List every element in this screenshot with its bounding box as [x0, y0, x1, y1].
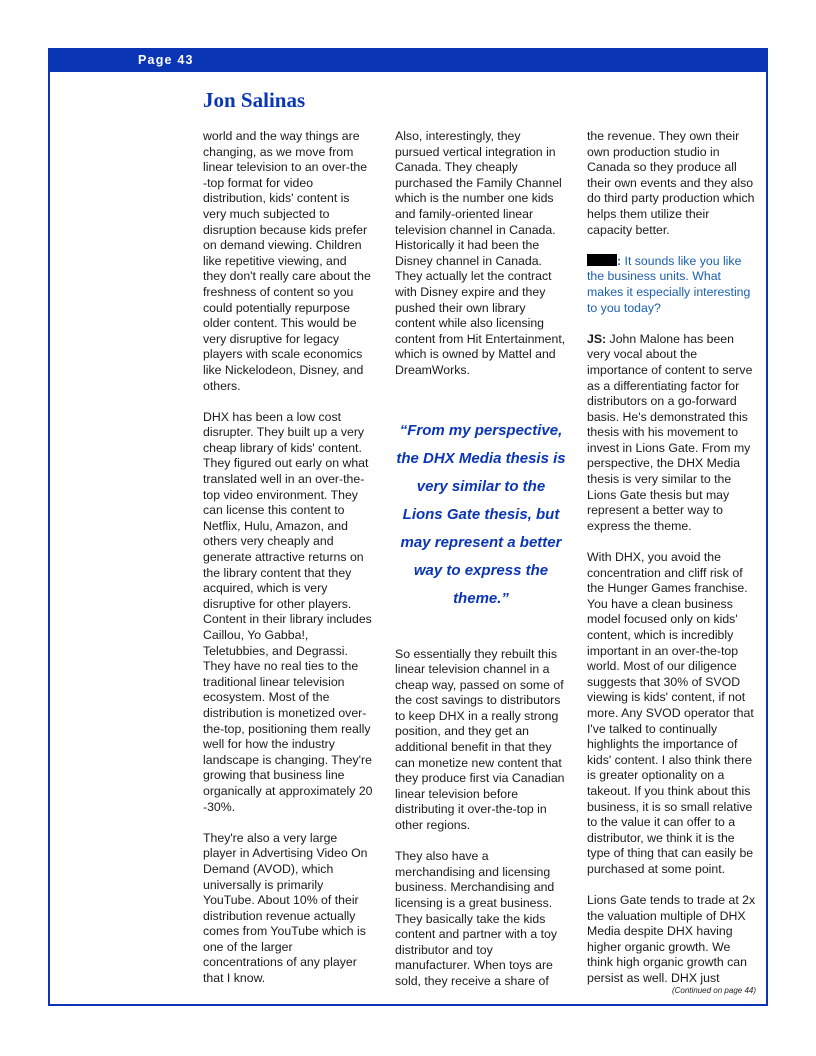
- continued-note: (Continued on page 44): [671, 986, 756, 995]
- paragraph: Also, interestingly, they pursued vertical integration in Canada. They cheaply purchased the Family Channel which is the number one kids and family-oriented linear television channel in Canada. Historically it had been the Disney channel in Canada. They actually let the contract with Disney expire and they pushed their own library content while also licensing content from Hit Entertainment, which is owned by Mattel and DreamWorks.: [395, 129, 566, 377]
- author-heading: Jon Salinas: [203, 88, 306, 112]
- answer-paragraph: [587, 332, 757, 535]
- paragraph: world and the way things are changing, as we move from linear television to an over-the -top format for video distribution, kids' content is very much subjected to disruption because kids prefer on demand viewing. Children like repetitive viewing, and they don't really care about the freshness of content so you could potentially repurpose older content. This would be very disruptive for legacy players with scale economics like Nickelodeon, Disney, and others.: [203, 129, 371, 393]
- paragraph: So essentially they rebuilt this linear television channel in a cheap way, passed on some of the cost savings to distributors to keep DHX in a really strong position, and they get an additional benefit in that they can monetize new content that they produce first via Canadian linear television before distributing it over-the-top in other regions.: [395, 646, 565, 833]
- interviewer-question: [587, 254, 757, 316]
- question-colon: :: [617, 253, 622, 268]
- column-1: [203, 129, 373, 1002]
- paragraph: They're also a very large player in Advertising Video On Demand (AVOD), which universally is primarily YouTube. About 10% of their distribution revenue actually comes from YouTube which is one of the larger concentrations of any player that I know.: [203, 830, 368, 986]
- paragraph: With DHX, you avoid the concentration and cliff risk of the Hunger Games franchise. You have a clean business model focused only on kids' content, which is incredibly important in an over-the-top world. Most of our diligence suggests that 30% of SVOD viewing is kids' content, if not more. Any SVOD operator that I've talked to continually highlights the importance of kids' content. I also think there is greater optionality on a takeout. If you think about this business, it is so small relative to the value it can offer to a distributor, we think it is the type of thing that can easily be purchased at some point.: [587, 550, 754, 876]
- redacted-name: [587, 254, 617, 266]
- pull-quote: “From my perspective, the DHX Media thesis is very similar to the Lions Gate thesis, but may represent a better way to express the theme.”: [396, 421, 566, 607]
- question-text: It sounds like you like the business units. What makes it especially interesting to you today?: [587, 253, 751, 315]
- answer-text: John Malone has been very vocal about the importance of content to serve as a differentiating factor for distributors on a go-forward basis. He's demonstrated this thesis with his movement to invest in Lions Gate. From my perspective, the DHX Media thesis is very similar to the Lions Gate thesis but may represent a better way to express the theme.: [587, 331, 753, 533]
- column-3: [587, 129, 757, 1002]
- paragraph: DHX has been a low cost disrupter. They built up a very cheap library of kids' content. They figured out early on what translated well in an over-the-top video environment. They can license this content to Netflix, Hulu, Amazon, and others very cheaply and generate attractive returns on the library content that they acquired, which is very disruptive for other players. Content in their library includes Caillou, Yo Gabba!, Teletubbies, and Degrassi. They have no real ties to the traditional linear television ecosystem. Most of the distribution is monetized over-the-top, positioning them really well for how the industry landscape is changing. They're growing that business line organically at approximately 20 -30%.: [203, 409, 373, 814]
- column-2: [395, 129, 567, 1005]
- paragraph: the revenue. They own their own production studio in Canada so they produce all their own events and they also do third party production which helps them utilize their capacity better.: [587, 129, 755, 237]
- paragraph: They also have a merchandising and licensing business. Merchandising and licensing is a great business. They basically take the kids content and partner with a toy distributor and toy manufacturer. When toys are sold, they receive a share of: [395, 849, 558, 988]
- speaker-initials: JS:: [587, 331, 607, 346]
- page-number: Page 43: [138, 53, 194, 67]
- paragraph: Lions Gate tends to trade at 2x the valuation multiple of DHX Media despite DHX having higher organic growth. We think high organic growth can persist as well. DHX just: [587, 893, 756, 986]
